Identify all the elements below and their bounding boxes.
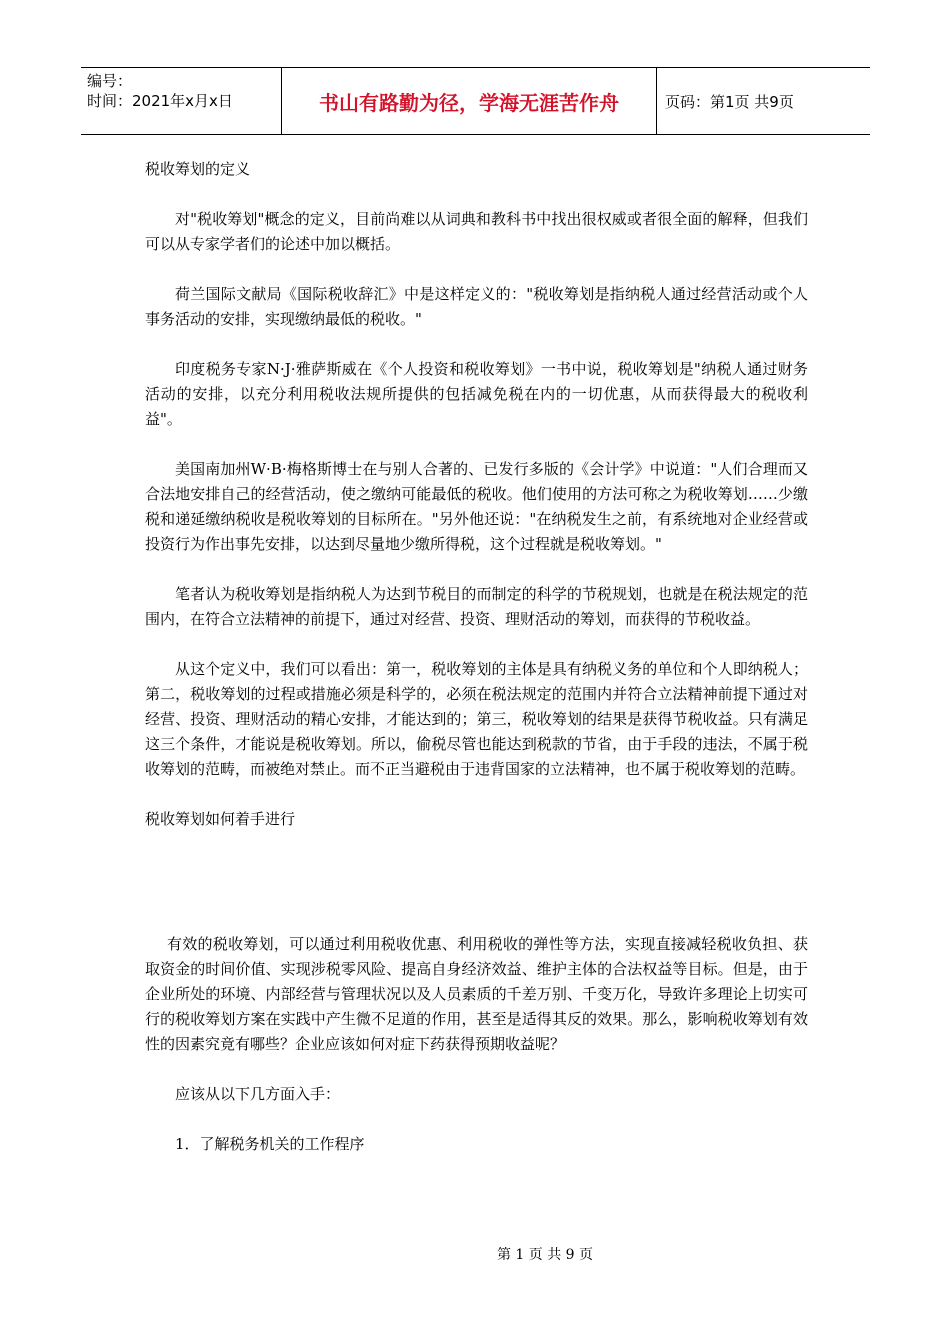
- page-footer: 第 1 页 共 9 页: [496, 1247, 594, 1263]
- paragraph: 美国南加州W·B·梅格斯博士在与别人合著的、已发行多版的《会计学》中说道："人们合理而又合法地安排自己的经营活动，使之缴纳可能最低的税收。他们使用的方法可称之为税收筹划……少缴税和递延缴纳税收是税收筹划的目标所在。"另外他还说："在纳税发生之前，有系统地对企业经营或投资行为作出事先安排，以达到尽量地少缴所得税，这个过程就是税收筹划。": [145, 460, 808, 553]
- list-item: 1．了解税务机关的工作程序: [175, 1135, 365, 1153]
- paragraph: 应该从以下几方面入手：: [175, 1085, 341, 1103]
- section-heading-how-to: 税收筹划如何着手进行: [145, 810, 296, 828]
- paragraph: 印度税务专家N·J·雅萨斯威在《个人投资和税收筹划》一书中说，税收筹划是"纳税人通过财务活动的安排，以充分利用税收法规所提供的包括减免税在内的一切优惠，从而获得最大的税收利益"。: [145, 360, 808, 428]
- paragraph: 对"税收筹划"概念的定义，目前尚难以从词典和教科书中找出很权威或者很全面的解释，但我们可以从专家学者们的论述中加以概括。: [145, 210, 808, 253]
- paragraph: 荷兰国际文献局《国际税收辞汇》中是这样定义的："税收筹划是指纳税人通过经营活动或个人事务活动的安排，实现缴纳最低的税收。": [145, 285, 808, 328]
- blank-space: [145, 857, 808, 932]
- header-page-info: 页码：第1页 共9页: [665, 92, 794, 111]
- document-body: [145, 157, 808, 1157]
- paragraph: 笔者认为税收筹划是指纳税人为达到节税目的而制定的科学的节税规划，也就是在税法规定的范围内，在符合立法精神的前提下，通过对经营、投资、理财活动的筹划，而获得的节税收益。: [145, 585, 808, 628]
- doc-time-label: 时间：2021年x月x日: [87, 92, 233, 110]
- header-motto: 书山有路勤为径，学海无涯苦作舟: [282, 68, 657, 134]
- doc-number-label: 编号：: [87, 72, 133, 90]
- paragraph: 从这个定义中，我们可以看出：第一，税收筹划的主体是具有纳税义务的单位和个人即纳税人；第二，税收筹划的过程或措施必须是科学的，必须在税法规定的范围内并符合立法精神前提下通过对经营、投资、理财活动的精心安排，才能达到的；第三，税收筹划的结果是获得节税收益。只有满足这三个条件，才能说是税收筹划。所以，偷税尽管也能达到税款的节省，由于手段的违法，不属于税收筹划的范畴，而被绝对禁止。而不正当避税由于违背国家的立法精神，也不属于税收筹划的范畴。: [145, 660, 808, 778]
- section-heading-definition: 税收筹划的定义: [145, 160, 251, 178]
- paragraph: 有效的税收筹划，可以通过利用税收优惠、利用税收的弹性等方法，实现直接减轻税收负担、获取资金的时间价值、实现涉税零风险、提高自身经济效益、维护主体的合法权益等目标。但是，由于企业所处的环境、内部经营与管理状况以及人员素质的千差万别、千变万化，导致许多理论上切实可行的税收筹划方案在实践中产生微不足道的作用，甚至是适得其反的效果。那么，影响税收筹划有效性的因素究竟有哪些？企业应该如何对症下药获得预期收益呢？: [145, 935, 808, 1053]
- header-meta: [81, 68, 282, 134]
- page-header: [81, 67, 870, 135]
